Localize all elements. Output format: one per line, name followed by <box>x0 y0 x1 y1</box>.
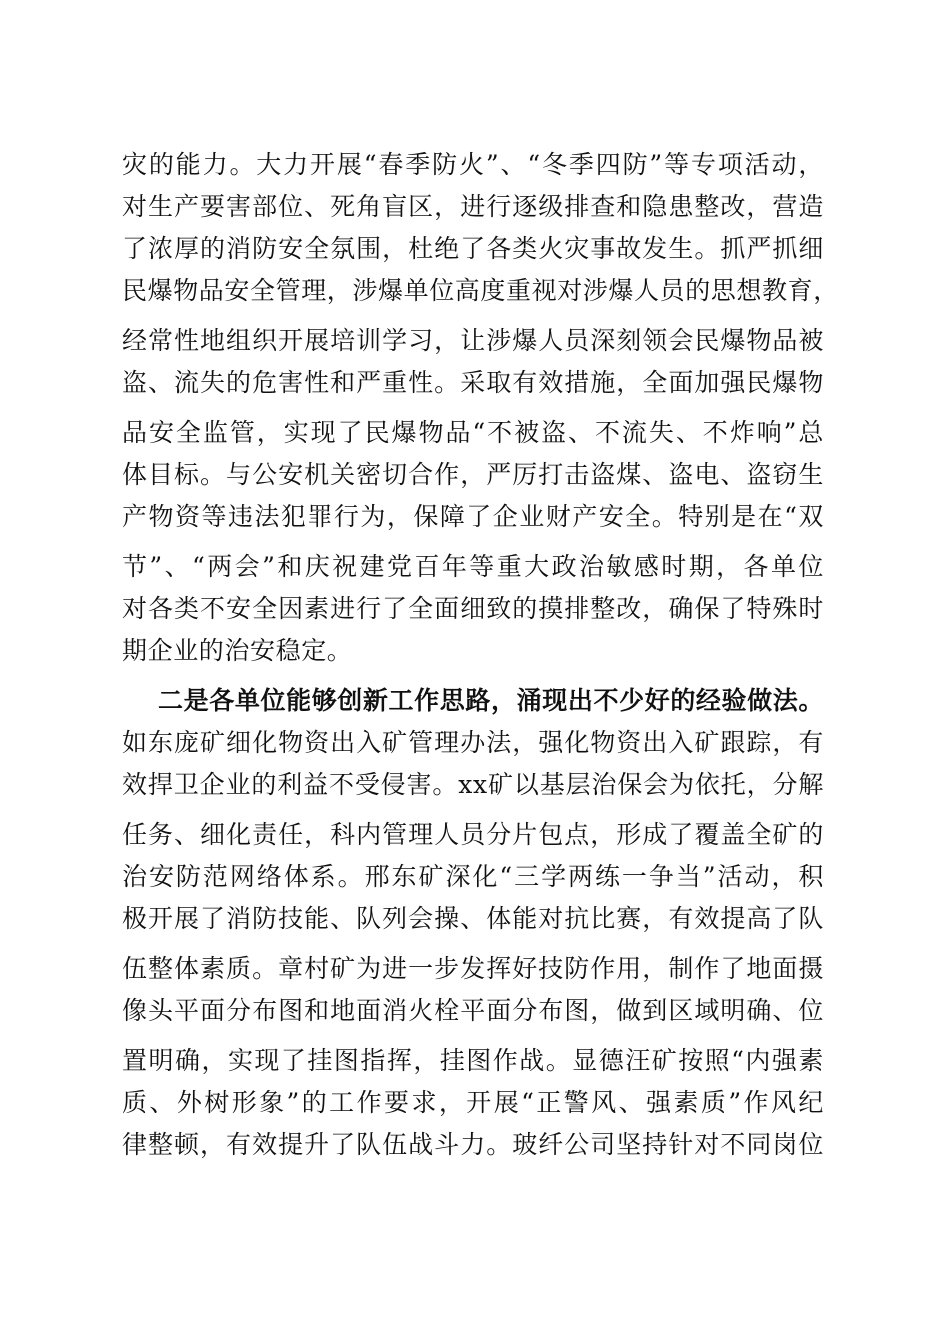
paragraph-lead-line: 二是各单位能够创新工作思路，涌现出不少好的经验做法。 <box>158 686 824 715</box>
text-line-5: 经常性地组织开展培训学习，让涉爆人员深刻领会民爆物品被 <box>122 326 824 355</box>
text-line-14: 如东庞矿细化物资出入矿管理办法，强化物资出入矿跟踪，有 <box>122 728 824 757</box>
text-line-4: 民爆物品安全管理，涉爆单位高度重视对涉爆人员的思想教育， <box>122 276 839 305</box>
text-line-21: 置明确，实现了挂图指挥，挂图作战。显德汪矿按照“内强素 <box>122 1046 824 1075</box>
text-line-11: 对各类不安全因素进行了全面细致的摸排整改，确保了特殊时 <box>122 594 824 623</box>
text-line-6: 盗、流失的危害性和严重性。采取有效措施，全面加强民爆物 <box>122 368 824 397</box>
text-line-3: 了浓厚的消防安全氛围，杜绝了各类火灾事故发生。抓严抓细 <box>122 234 824 263</box>
text-line-22: 质、外树形象”的工作要求，开展“正警风、强素质”作风纪 <box>122 1088 824 1117</box>
text-line-7: 品安全监管，实现了民爆物品“不被盗、不流失、不炸响”总 <box>122 418 824 447</box>
text-line-15: 效捍卫企业的利益不受侵害。xx矿以基层治保会为依托，分解 <box>122 770 824 799</box>
text-line-8: 体目标。与公安机关密切合作，严厉打击盗煤、盗电、盗窃生 <box>122 460 824 489</box>
text-line-20: 像头平面分布图和地面消火栓平面分布图，做到区域明确、位 <box>122 996 824 1025</box>
text-line-9: 产物资等违法犯罪行为，保障了企业财产安全。特别是在“双 <box>122 502 824 531</box>
text-line-12: 期企业的治安稳定。 <box>122 636 353 665</box>
text-line-10: 节”、“两会”和庆祝建党百年等重大政治敏感时期，各单位 <box>122 552 824 581</box>
text-line-16: 任务、细化责任，科内管理人员分片包点，形成了覆盖全矿的 <box>122 820 824 849</box>
text-line-19: 伍整体素质。章村矿为进一步发挥好技防作用，制作了地面摄 <box>122 954 824 983</box>
text-line-17: 治安防范网络体系。邢东矿深化“三学两练一争当”活动，积 <box>122 862 824 891</box>
text-line-2: 对生产要害部位、死角盲区，进行逐级排查和隐患整改，营造 <box>122 192 824 221</box>
text-line-1: 灾的能力。大力开展“春季防火”、“冬季四防”等专项活动， <box>122 150 824 179</box>
text-line-18: 极开展了消防技能、队列会操、体能对抗比赛，有效提高了队 <box>122 904 824 933</box>
text-line-23: 律整顿，有效提升了队伍战斗力。玻纤公司坚持针对不同岗位 <box>122 1130 824 1159</box>
